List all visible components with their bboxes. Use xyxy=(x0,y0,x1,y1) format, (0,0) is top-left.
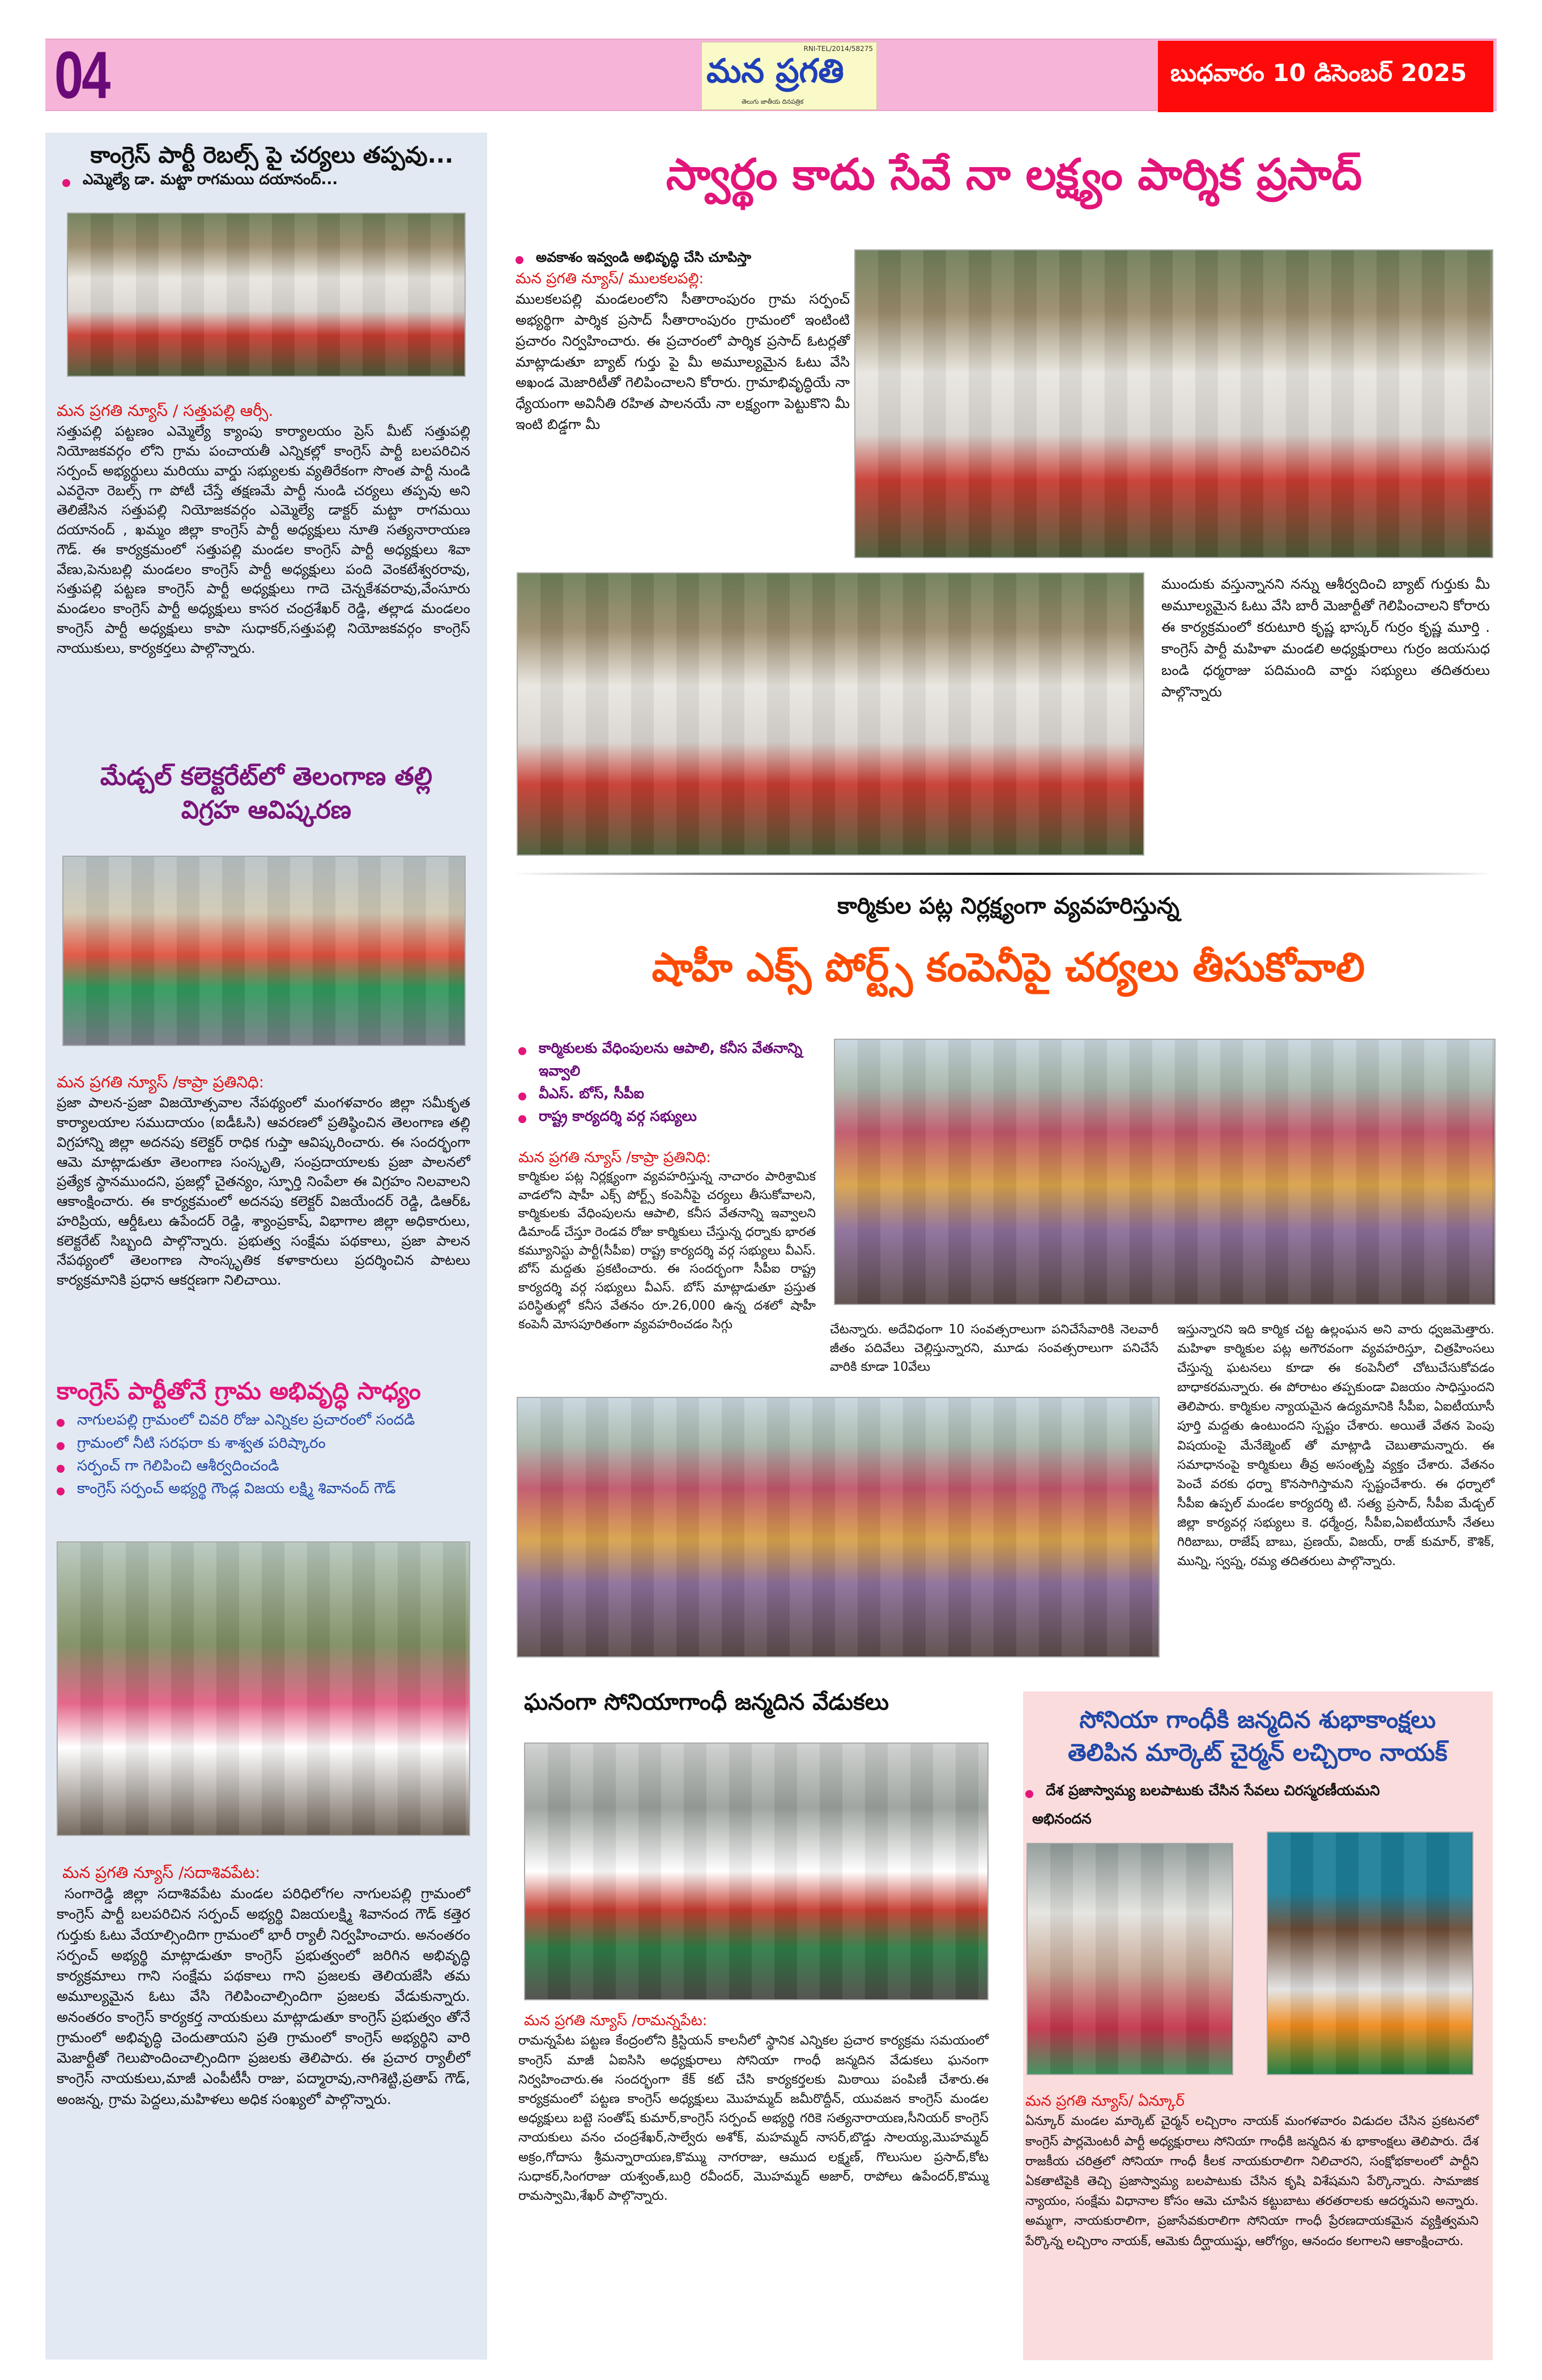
statue-article xyxy=(57,1071,470,1290)
lachiram-portrait xyxy=(1267,1831,1473,2075)
bullet-dot-icon xyxy=(57,1419,65,1427)
byline-statue: మన ప్రగతి న్యూస్ /కాప్రా ప్రతినిధి: xyxy=(57,1073,265,1091)
bullet-dot-icon xyxy=(1025,1790,1033,1798)
shahi-bullet-1: కార్మికులకు వేధింపులను ఆపాలి, కనీస వేతనాన్ని ఇవ్వాలి xyxy=(518,1037,836,1082)
shahi-article-col3 xyxy=(1177,1320,1494,1571)
logo-title: మన ప్రగతి xyxy=(706,52,844,90)
logo-registration: RNI-TEL/2014/58275 xyxy=(803,45,873,53)
body-shahi-col1: కార్మికుల పట్ల నిర్లక్ష్యంగా వ్యవహరిస్తున్న నాచారం పారిశ్రామిక వాడలోని షాహీ ఎక్స్ పోర్ట్స్ కంపెనీపై చర్యలు తీసుకోవాలని, కార్మికులకు వేధింపులను ఆపాలి, కనీస వేతనాన్ని ఇవ్వాలని డిమాండ్ చేస్తూ రెండవ రోజు కార్మికులు చేస్తున్న ధర్నాకు భారత కమ్యూనిస్టు పార్టీ(సీపీఐ) రాష్ట్ర కార్యదర్శి వర్గ సభ్యులు వీఎస్. బోస్ మద్దతు ప్రకటించారు. ఈ సందర్భంగా సీపీఐ రాష్ట్ర కార్యదర్శి వర్గ సభ్యులు వీఎస్. బోస్ మాట్లాడుతూ ప్రస్తుత పరిస్థితుల్లో కనీస వేతనం రూ.26,000 ఉన్న దశలో షాహీ కంపెనీ మోసపూరితంగా వ్యవహరించడం సిగ్గు xyxy=(518,1170,816,1332)
headline-lachiram-line1: సోనియా గాంధీకి జన్మదిన శుభాకాంక్షలు xyxy=(1079,1706,1436,1733)
parshika-photo-2 xyxy=(517,572,1144,856)
byline-village: మన ప్రగతి న్యూస్ /సదాశివపేట: xyxy=(62,1863,261,1882)
parshika-article xyxy=(516,249,850,435)
body-shahi-col3: ఇస్తున్నారని ఇది కార్మిక చట్ట ఉల్లంఘన అని వారు ధ్వజమెత్తారు. మహిళా కార్మికుల పట్ల అగౌరవంగా వ్యవహరిస్తూ, చిత్రహింసలు చేస్తున్న ఘటనలు కూడా ఈ కంపెనీలో చోటుచేసుకోవడం బాధాకరమన్నారు. ఈ పోరాటం తప్పకుండా విజయం సాధిస్తుందని తెలిపారు. కార్మికుల న్యాయమైన ఉద్యమానికి సీపీఐ, ఏఐటీయూసీ పూర్తి మద్దతు ఉంటుందని స్పష్టం చేశారు. అయితే వేతన పెంపు విషయంపై మేనేజ్మెంట్ తో మాట్లాడి చెబుతామన్నారు. ఈ సమాధానంపై కార్మికులు తీవ్ర అసంతృప్తి వ్యక్తం చేశారు. వేతనం పెంచే వరకు ధర్నా కొనసాగిస్తామని స్పష్టంచేశారు. ఈ ధర్నాలో సీపీఐ ఉప్పల్ మండల కార్యదర్శి టి. సత్య ప్రసాద్, సీపీఐ మేడ్చల్ జిల్లా కార్యవర్గ సభ్యులు కె. ధర్మేంద్ర, సీపీఐ,ఏఐటీయూసీ నేతలు గిరిబాబు, రాజేష్ బాబు, ప్రణయ్, విజయ్, రాజ్ కుమార్, కౌశిక్, మున్ని, స్వప్న, రమ్య తదితరులు పాల్గొన్నారు. xyxy=(1177,1323,1494,1569)
lachiram-bullet xyxy=(1025,1782,1479,1831)
byline-lachiram: మన ప్రగతి న్యూస్/ ఏన్కూర్ xyxy=(1025,2093,1185,2110)
headline-shahi: షాహీ ఎక్స్ పోర్ట్స్ కంపెనీపై చర్యలు తీసుకోవాలి xyxy=(651,944,1365,991)
bullet-dot-icon xyxy=(57,1488,65,1495)
parshika-photo-1 xyxy=(854,249,1493,558)
bullet-lachiram-cont: అభినందన xyxy=(1032,1810,1092,1827)
bullet-dot-icon xyxy=(518,1093,526,1100)
statue-photo xyxy=(62,856,466,1046)
section-divider xyxy=(513,873,1493,875)
shahi-article-col1 xyxy=(518,1148,816,1334)
lachiram-article xyxy=(1025,2091,1479,2251)
bullet-dot-icon xyxy=(518,1047,526,1055)
headline-village: కాంగ్రెస్ పార్టీతోనే గ్రామ అభివృద్ధి సాధ్యం xyxy=(57,1377,421,1405)
body-parshika-part1: ములకలపల్లి మండలంలోని సీతారాంపురం గ్రామ సర్పంచ్ అభ్యర్థిగా పార్శిక ప్రసాద్ సీతారాంపురం గ్రామంలో ఇంటింటి ప్రచారం నిర్వహించారు. ఈ ప్రచారంలో పార్శిక ప్రసాద్ ఓటర్లతో మాట్లాడుతూ బ్యాట్ గుర్తు పై మీ అమూల్యమైన ఓటు వేసి అఖండ మెజారిటీతో గెలిపించాలని కోరారు. గ్రామాభివృద్ధియే నా ధ్యేయంగా అవినీతి రహిత పాలనయే నా లక్ష్యంగా పెట్టుకొని మీ ఇంటి బిడ్డగా మీ xyxy=(516,291,850,432)
body-sonia-birthday: రామన్నపేట పట్టణ కేంద్రంలోని క్రిస్టియన్ కాలనీలో స్థానిక ఎన్నికల ప్రచార కార్యక్రమ సమయంలో కాంగ్రెస్ మాజీ ఏఐసిసి అధ్యక్షురాలు సోనియా గాంధీ జన్మదిన వేడుకలు ఘనంగా నిర్వహించారు.ఈ సందర్భంగా కేక్ కట్ చేసి కార్యకర్తలకు మిఠాయి పంపిణీ చేశారు.ఈ కార్యక్రమంలో పట్టణ కాంగ్రెస్ అధ్యక్షులు మొహమ్మద్ జమీరొద్దీన్, యువజన కాంగ్రెస్ మండల అధ్యక్షులు బట్టె సంతోష్ కుమార్,కాంగ్రెస్ సర్పంచ్ అభ్యర్థి గరికె సత్యనారాయణ,సీనియర్ కాంగ్రెస్ నాయకులు వనం చంద్రశేఖర్,సాల్వేరు అశోక్, మహమ్మద్ నాసర్,బొడ్డు సాలయ్య,మొహమ్మద్ అక్రం,గోదాసు శ్రీమన్నారాయణ,కొమ్ము నాగరాజు, ఆముద లక్ష్మణ్, గొలుసుల ప్రసాద్,కోట సుధాకర్,సింగరాజు యశ్వంత్,బుర్రి రవీందర్, మొహమ్మద్ అజార్, రాపోలు ఉపేందర్,కొమ్ము రామస్వామి,శేఖర్ పాల్గొన్నారు. xyxy=(518,2033,989,2203)
byline-sonia-birthday: మన ప్రగతి న్యూస్ /రామన్నపేట: xyxy=(524,2012,708,2029)
bullet-lachiram: దేశ ప్రజాస్వామ్య బలపాటుకు చేసిన సేవలు చిరస్మరణీయమని xyxy=(1025,1782,1479,1803)
parshika-article-cont xyxy=(1161,573,1490,703)
body-village: సంగారెడ్డి జిల్లా సదాశివపేట మండల పరిధిలోగల నాగులపల్లి గ్రామంలో కాంగ్రెస్ పార్టీ బలపరిచిన సర్పంచ్ అభ్యర్థి విజయలక్ష్మి శివానంద గౌడ్ కత్తెర గుర్తుకు ఓటు వేయాల్సిందిగా గ్రామంలో భారీ ర్యాలీ నిర్వహించారు. అనంతరం సర్పంచ్ అభ్యర్థి మాట్లాడుతూ కాంగ్రెస్ ప్రభుత్వంలో జరిగిన అభివృద్ధి కార్యక్రమాలు గాని సంక్షేమ పథకాలు గాని ప్రజలకు తెలియజేసి తమ అమూల్యమైన ఓటు వేసి గెలిపించాల్సిందిగా ప్రజలకు వేడుకున్నారు. అనంతరం కాంగ్రెస్ కార్యకర్త నాయకులు మాట్లాడుతూ కాంగ్రెస్ ప్రభుత్వం తోనే గ్రామంలో అభివృద్ధి చెందుతాయని ప్రతి గ్రామంలో కాంగ్రెస్ అభ్యర్థిని వారి మెజార్టీతో గెలుపొందించాల్సిందిగా ప్రజలకు తెలిపారు. ఈ ప్రచార ర్యాలీలో కాంగ్రెస్ నాయకులు,మాజీ ఎంపీటీసీ రాజు, పద్మారావు,నాగిశెట్టి,ప్రతాప్ గౌడ్, అంజన్న, గ్రామ పెద్దలు,మహిళలు అధిక సంఖ్యలో పాల్గొన్నారు. xyxy=(57,1885,470,2107)
shahi-photo-2 xyxy=(517,1397,1160,1658)
village-photo xyxy=(57,1541,470,1836)
village-bullet-1: నాగులపల్లి గ్రామంలో చివరి రోజు ఎన్నికల ప్రచారంలో సందడి xyxy=(57,1409,476,1431)
headline-parshika: స్వార్థం కాదు సేవే నా లక్ష్యం పార్శిక ప్రసాద్ xyxy=(666,149,1362,199)
shahi-bullet-2: వీఎస్. బోస్, సీపీఐ xyxy=(518,1082,836,1105)
byline-parshika: మన ప్రగతి న్యూస్/ ములకలపల్లి: xyxy=(516,270,704,287)
village-bullet-2: గ్రామంలో నీటి సరఫరా కు శాశ్వత పరిష్కారం xyxy=(57,1432,476,1455)
village-bullet-3: సర్పంచ్ గా గెలిపించి ఆశీర్వదించండి xyxy=(57,1455,476,1477)
bullet-text: ఎమ్మెల్యే డా. మట్టా రాగమయి దయానంద్... xyxy=(83,171,338,188)
rebels-photo xyxy=(67,212,466,377)
kicker-shahi: కార్మికుల పట్ల నిర్లక్ష్యంగా వ్యవహరిస్తున్న xyxy=(837,893,1179,919)
body-lachiram: ఏన్కూర్ మండల మార్కెట్ చైర్మన్ లచ్చిరాం నాయక్ మంగళవారం విడుదల చేసిన ప్రకటనలో కాంగ్రెస్ పార్లమెంటరీ పార్టీ అధ్యక్షురాలు సోనియా గాంధీకి జన్మదిన శు భాకాంక్షలు తెలిపారు. దేశ రాజకీయ చరిత్రలో సోనియా గాంధీ కీలక నాయకురాలిగా నిలిచారని, సంక్షోభకాలంలో పార్టీని ఏకతాటిపైకి తెచ్చి ప్రజాస్వామ్య బలపాటుకు చేసిన కృషి విశేషమని పేర్కొన్నారు. సామాజిక న్యాయం, సంక్షేమ విధానాల కోసం ఆమె చూపిన కట్టుబాటు తరతరాలకు ఆదర్శమని అన్నారు. అమ్మగా, నాయకురాలిగా, ప్రజాసేవకురాలిగా సోనియా గాంధీ ప్రేరణదాయకమైన వ్యక్తిత్వమని పేర్కొన్న లచ్చిరాం నాయక్, ఆమెకు దీర్ఘాయుష్షు, ఆరోగ్యం, ఆనందం కలగాలని ఆకాంక్షించారు. xyxy=(1025,2114,1479,2249)
shahi-bullets xyxy=(518,1037,836,1128)
byline-shahi: మన ప్రగతి న్యూస్ /కాప్రా ప్రతినిధి: xyxy=(518,1149,712,1166)
body-parshika-part2: ముందుకు వస్తున్నానని నన్ను ఆశీర్వదించి బ్యాట్ గుర్తుకు మీ అమూల్యమైన ఓటు వేసి బారీ మెజార్టీతో గెలిపించాలని కోరారు ఈ కార్యక్రమంలో కరుటూరి కృష్ణ భాస్కర్ గుర్రం కృష్ణ మూర్తి . కాంగ్రెస్ పార్టీ మహిళా మండలి అధ్యక్షురాలు గుర్రం జయసుధ బండి ధర్మరాజు పదిమంది వార్డు సభ్యులు తదితరులు పాల్గొన్నారు xyxy=(1161,576,1490,700)
body-statue: ప్రజా పాలన-ప్రజా విజయోత్సవాల నేపథ్యంలో మంగళవారం జిల్లా సమీకృత కార్యాలయాల సముదాయం (ఐడీఓసి) ఆవరణలో ప్రతిష్ఠించిన తెలంగాణ తల్లి విగ్రహాన్ని జిల్లా అదనపు కలెక్టర్ రాధిక గుప్తా ఆవిష్కరించారు. ఈ సందర్భంగా ఆమె మాట్లాడుతూ తెలంగాణ సంస్కృతి, సంప్రదాయాలకు ప్రజా పాలనలో ప్రత్యేక స్థానముందని, ప్రజల్లో చైతన్యం, స్ఫూర్తి నింపేలా ఈ విగ్రహం నిలవాలని ఆకాంక్షించారు. ఈ కార్యక్రమంలో అదనపు కలెక్టర్ విజయేందర్ రెడ్డి, డిఆర్ఓ హరిప్రియ, ఆర్డీఓలు ఉపేందర్ రెడ్డి, శ్యాంప్రకాష్, విభాగాల జిల్లా అధికారులు, కలెక్టరేట్ సిబ్బంది పాల్గొన్నారు. ప్రభుత్వ సంక్షేమ పథకాలు, ప్రజా పాలన నేపథ్యంలో తెలంగాణ సాంస్కృతిక కళాకారులు ప్రదర్శించిన పాటలు కార్యక్రమానికి ప్రధాన ఆకర్షణగా నిలిచాయి. xyxy=(57,1094,470,1289)
byline-rebels: మన ప్రగతి న్యూస్ / సత్తుపల్లి ఆర్సీ. xyxy=(57,401,274,420)
village-bullet-4: కాంగ్రెస్ సర్పంచ్ అభ్యర్థి గౌండ్ల విజయ లక్ష్మి శివానంద్ గౌడ్ xyxy=(57,1477,476,1500)
shahi-bullet-3: రాష్ట్ర కార్యదర్శి వర్గ సభ్యులు xyxy=(518,1105,836,1128)
headline-sonia-birthday: ఘనంగా సోనియాగాంధీ జన్మదిన వేడుకలు xyxy=(524,1689,889,1715)
bullet-dot-icon xyxy=(516,256,523,264)
issue-date: బుధవారం 10 డిసెంబర్ 2025 xyxy=(1170,59,1467,87)
story-statue-headline xyxy=(57,762,476,826)
newspaper-logo[interactable] xyxy=(701,42,877,110)
lachiram-headline xyxy=(1031,1706,1484,1767)
shahi-photo-1 xyxy=(834,1039,1496,1305)
rebels-article xyxy=(57,400,470,658)
headline-statue-line1: మేడ్చల్ కలెక్టరేట్‌లో తెలంగాణ తల్లి xyxy=(100,762,433,791)
sonia-portrait-frame xyxy=(1026,1843,1233,2075)
village-article xyxy=(57,1862,470,2110)
bullet-dot-icon xyxy=(62,179,70,187)
logo-tagline: తెలుగు జాతీయ దినపత్రిక xyxy=(742,98,804,105)
bullet-dot-icon xyxy=(57,1465,65,1473)
bullet-dot-icon xyxy=(57,1442,65,1450)
story-village xyxy=(57,1377,476,1501)
bullet-rebels xyxy=(62,171,482,192)
headline-lachiram-line2: తెలిపిన మార్కెట్ చైర్మన్ లచ్చిరాం నాయక్ xyxy=(1067,1739,1448,1767)
shahi-article-col2 xyxy=(830,1320,1158,1376)
body-shahi-col2: చేటన్నారు. అదేవిధంగా 10 సంవత్సరాలుగా పనిచేసేవారికి నెలవారీ జీతం పదివేలు చెల్లిస్తున్నారని, మూడు సంవత్సరాలుగా పనిచేసే వారికి కూడా 10వేలు xyxy=(830,1323,1158,1374)
sonia-birthday-article xyxy=(518,2011,989,2205)
cake-photo xyxy=(524,1742,989,2000)
body-rebels: సత్తుపల్లి పట్టణం ఎమ్మెల్యే క్యాంపు కార్యాలయం ప్రెస్ మీట్ సత్తుపల్లి నియోజకవర్గం లోని గ్రామ పంచాయతీ ఎన్నికల్లో కాంగ్రెస్ పార్టీ బలపరిచిన సర్పంచ్ అభ్యర్థులు మరియు వార్డు సభ్యులకు వ్యతిరేకంగా సొంత పార్టీ నుండి ఎవరైనా రెబల్స్ గా పోటీ చేస్తే తక్షణమే పార్టీ నుండి చర్యలు తప్పవు అని తెలిజేసిన సత్తుపల్లి నియోజకవర్గం ఎమ్మెల్యే డాక్టర్ మట్టా రాగమయి దయానంద్ , ఖమ్మం జిల్లా కాంగ్రెస్ పార్టీ అధ్యక్షులు నూతి సత్యనారాయణ గౌడ్. ఈ కార్యక్రమంలో సత్తుపల్లి మండల కాంగ్రెస్ పార్టీ అధ్యక్షులు శివా వేణు,పెనుబల్లి మండలం కాంగ్రెస్ పార్టీ అధ్యక్షులు పంది వెంకటేశ్వరరావు, సత్తుపల్లి పట్టణ కాంగ్రెస్ పార్టీ అధ్యక్షులు గాదె చెన్నకేశవరావు,వేంసూరు మండలం కాంగ్రెస్ పార్టీ అధ్యక్షులు కాసర చంద్రశేఖర్ రెడ్డి, తల్లాడ మండలం కాంగ్రెస్ పార్టీ అధ్యక్షులు కాపా సుధాకర్,సత్తుపల్లి నియోజకవర్గం కాంగ్రెస్ నాయుకులు, కార్యకర్తలు పాల్గొన్నారు. xyxy=(57,423,470,656)
bullet-dot-icon xyxy=(518,1115,526,1123)
headline-rebels: కాంగ్రెస్ పార్టీ రెబల్స్ పై చర్యలు తప్పవు... xyxy=(90,142,454,168)
headline-statue-line2: విగ్రహ ఆవిష్కరణ xyxy=(181,795,352,824)
page-number: 04 xyxy=(54,38,109,113)
bullet-parshika: అవకాశం ఇవ్వండి అభివృద్ధి చేసి చూపిస్తా xyxy=(516,249,850,269)
story-rebels xyxy=(62,142,482,192)
date-box xyxy=(1158,41,1493,112)
